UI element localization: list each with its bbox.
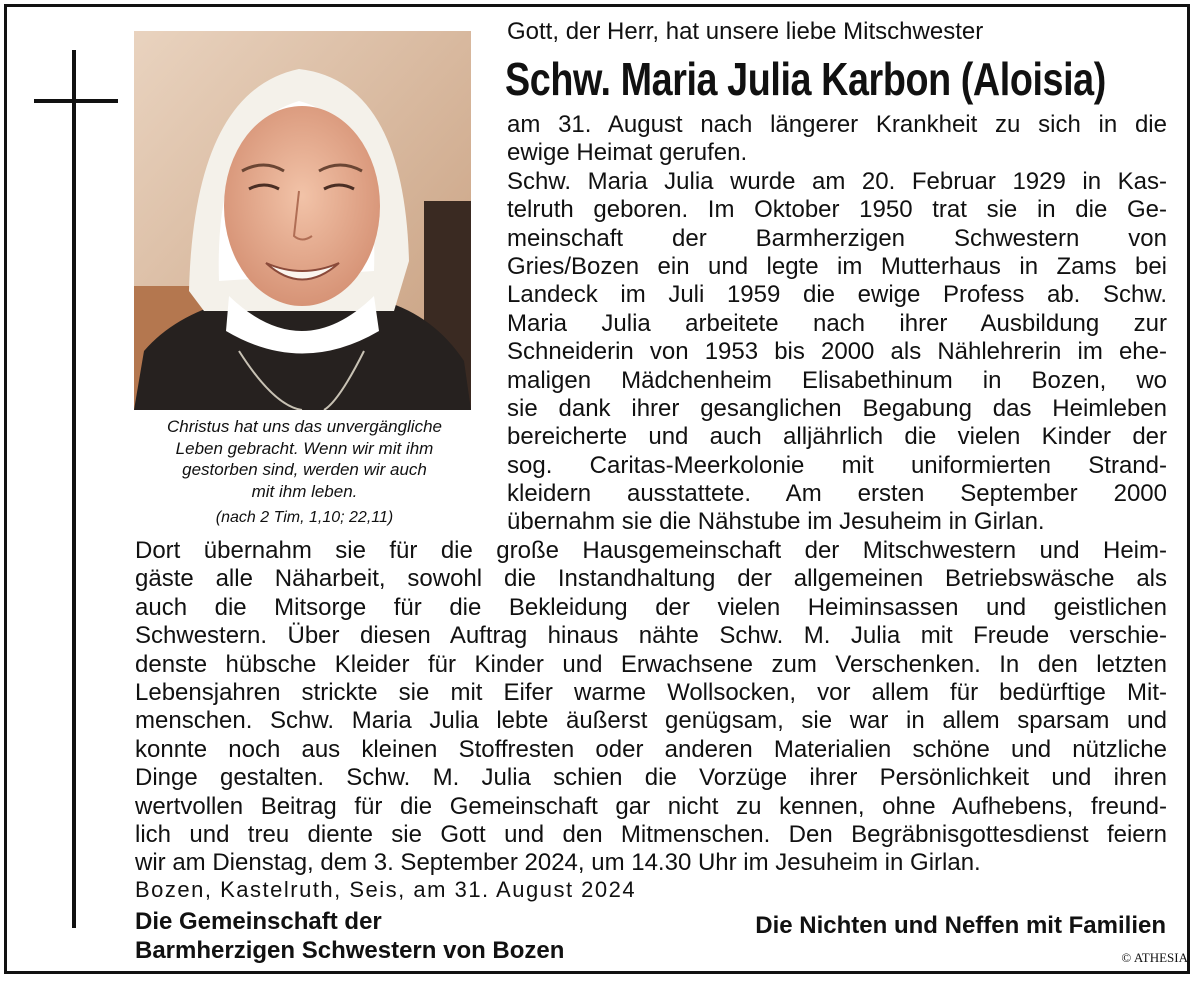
text-line: gäste alle Näharbeit, sowohl die Instandhaltung der allgemeinen Betriebswäsche als bbox=[135, 565, 1167, 593]
text-line: lich und treu diente sie Gott und den Mitmenschen. Den Begräbnisgottesdienst feiern bbox=[135, 820, 1167, 848]
biography-full-width bbox=[135, 537, 1167, 878]
portrait-illustration bbox=[134, 31, 471, 410]
text-line: Schneiderin von 1953 bis 2000 als Nählehrerin im ehe- bbox=[507, 338, 1167, 366]
signature-line: Barmherzigen Schwestern von Bozen bbox=[135, 937, 565, 964]
text-line: wertvollen Beitrag für die Gemeinschaft gar nicht zu kennen, ohne Aufhebens, freund- bbox=[135, 792, 1167, 820]
text-line: konnte noch aus kleinen Stoffresten oder anderen Materialien schöne und nützliche bbox=[135, 735, 1167, 763]
text-line: Dinge gestalten. Schw. M. Julia schien die Vorzüge ihrer Persönlichkeit und ihren bbox=[135, 764, 1167, 792]
text-line: menschen. Schw. Maria Julia lebte äußerst genügsam, sie war in allem sparsam und bbox=[135, 707, 1167, 735]
text-line: Schwestern. Über diesen Auftrag hinaus nähte Schw. M. Julia mit Freude verschie- bbox=[135, 622, 1167, 650]
place-and-date: Bozen, Kastelruth, Seis, am 31. August 2024 bbox=[135, 877, 637, 902]
text-line: sie dank ihrer gesanglichen Begabung das Heimleben bbox=[507, 394, 1167, 422]
caption-line: mit ihm leben. bbox=[251, 481, 358, 501]
text-line: Schw. Maria Julia wurde am 20. Februar 1929 in Kas- bbox=[507, 167, 1167, 195]
text-line: Maria Julia arbeitete nach ihrer Ausbildung zur bbox=[507, 309, 1167, 337]
text-line: übernahm sie die Nähstube im Jesuheim in Girlan. bbox=[507, 508, 1045, 536]
text-line: meinschaft der Barmherzigen Schwestern von bbox=[507, 224, 1167, 252]
signature-family: Die Nichten und Neffen mit Familien bbox=[755, 912, 1166, 939]
text-line: kleidern ausstattete. Am ersten September 2000 bbox=[507, 480, 1167, 508]
scripture-caption bbox=[134, 416, 475, 529]
text-line: maligen Mädchenheim Elisabethinum in Bozen, wo bbox=[507, 366, 1167, 394]
biography-right-column bbox=[507, 111, 1167, 537]
text-line: wir am Dienstag, dem 3. September 2024, um 14.30 Uhr im Jesuheim in Girlan. bbox=[135, 849, 981, 877]
copyright-notice: © ATHESIA bbox=[1121, 950, 1188, 965]
text-line: ewige Heimat gerufen. bbox=[507, 139, 748, 167]
text-line: auch die Mitsorge für die Bekleidung der vielen Heiminsassen und geistlichen bbox=[135, 593, 1167, 621]
portrait-photo bbox=[134, 31, 471, 410]
caption-line: gestorben sind, werden wir auch bbox=[182, 460, 427, 479]
signature-line: Die Gemeinschaft der bbox=[135, 908, 382, 935]
text-line: Gries/Bozen ein und legte im Mutterhaus in Zams bei bbox=[507, 252, 1167, 280]
text-line: Landeck im Juli 1959 die ewige Profess ab. Schw. bbox=[507, 281, 1167, 309]
intro-line: Gott, der Herr, hat unsere liebe Mitschwester bbox=[507, 18, 984, 45]
caption-line: Leben gebracht. Wenn wir mit ihm bbox=[175, 438, 434, 458]
signature-community bbox=[135, 907, 564, 965]
caption-line: Christus hat uns das unvergängliche bbox=[167, 417, 442, 436]
text-line: denste hübsche Kleider für Kinder und Erwachsene zum Verschenken. In den letzten bbox=[135, 650, 1167, 678]
cross-symbol-bar bbox=[34, 99, 118, 103]
text-line: Dort übernahm sie für die große Hausgemeinschaft der Mitschwestern und Heim- bbox=[135, 537, 1167, 564]
text-line: telruth geboren. Im Oktober 1950 trat sie in die Ge- bbox=[507, 196, 1167, 224]
scripture-reference: (nach 2 Tim, 1,10; 22,11) bbox=[215, 509, 394, 526]
text-line: Lebensjahren strickte sie mit Eifer warme Wollsocken, vor allem für bedürftige Mit- bbox=[135, 678, 1167, 706]
text-line: am 31. August nach längerer Krankheit zu sich in die bbox=[507, 111, 1167, 138]
text-line: sog. Caritas-Meerkolonie mit uniformierten Strand- bbox=[507, 451, 1167, 479]
text-line: bereicherte und auch alljährlich die vielen Kinder der bbox=[507, 423, 1167, 451]
deceased-name: Schw. Maria Julia Karbon (Aloisia) bbox=[505, 53, 1106, 105]
cross-symbol bbox=[72, 50, 76, 928]
